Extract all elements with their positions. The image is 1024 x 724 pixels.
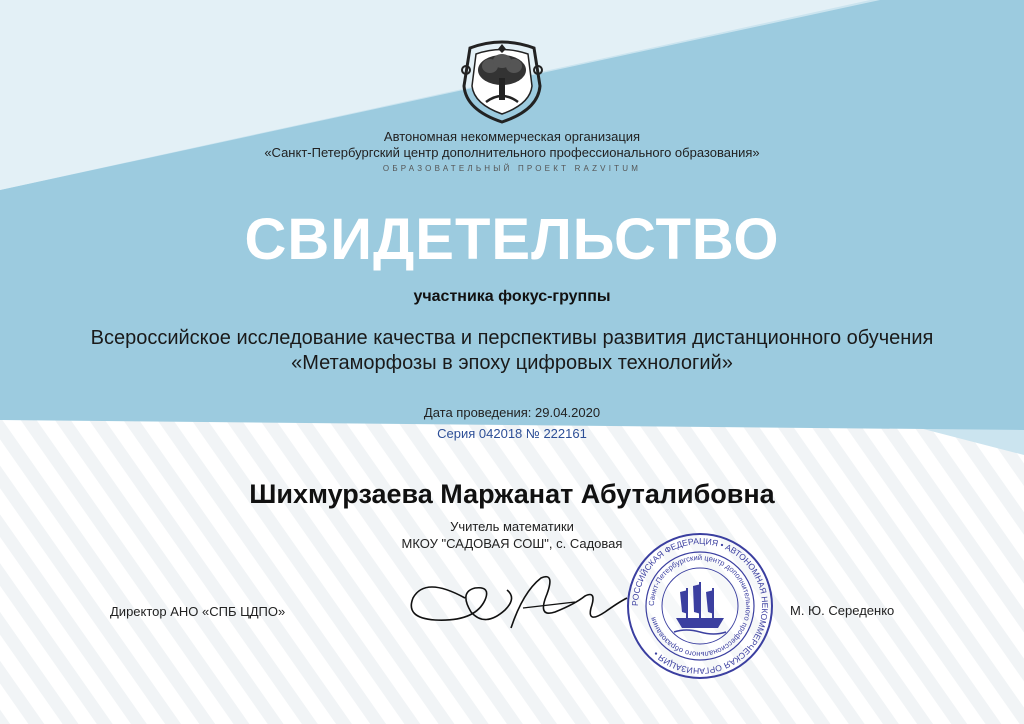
event-title-line2: «Метаморфозы в эпоху цифровых технологий»: [291, 352, 733, 374]
recipient-name: Шихмурзаева Маржанат Абуталибовна: [249, 479, 775, 509]
director-signature: [405, 568, 630, 643]
event-title: [0, 326, 1024, 376]
recipient-school: МКОУ "САДОВАЯ СОШ", с. Садовая: [401, 536, 623, 551]
event-date: Дата проведения: 29.04.2020: [423, 405, 601, 420]
stamp-outer-text: РОССИЙСКАЯ ФЕДЕРАЦИЯ • АВТОНОМНАЯ НЕКОММЕРЧЕСКАЯ ОРГАНИЗАЦИЯ •: [629, 535, 771, 677]
director-title: Директор АНО «СПБ ЦДПО»: [110, 604, 286, 619]
certificate-title: СВИДЕТЕЛЬСТВО: [244, 207, 780, 272]
recipient-position: Учитель математики: [450, 519, 574, 534]
organization-name: «Санкт-Петербургский центр дополнительного профессионального образования»: [264, 145, 760, 160]
event-title-line1: Всероссийское исследование качества и перспективы развития дистанционного обучения: [90, 327, 934, 349]
organization-type: Автономная некоммерческая организация: [383, 129, 641, 144]
project-name: ОБРАЗОВАТЕЛЬНЫЙ ПРОЕКТ RAZVITUM: [382, 164, 642, 173]
ship-seal-icon: [624, 530, 776, 682]
director-name: М. Ю. Середенко: [790, 603, 895, 618]
certificate-subtitle: участника фокус-группы: [413, 288, 611, 305]
tree-emblem-icon: [456, 40, 548, 126]
certificate-series: Серия 042018 № 222161: [437, 426, 587, 441]
stamp-inner-text: Санкт-Петербургский центр дополнительного профессионального образования: [646, 552, 754, 660]
